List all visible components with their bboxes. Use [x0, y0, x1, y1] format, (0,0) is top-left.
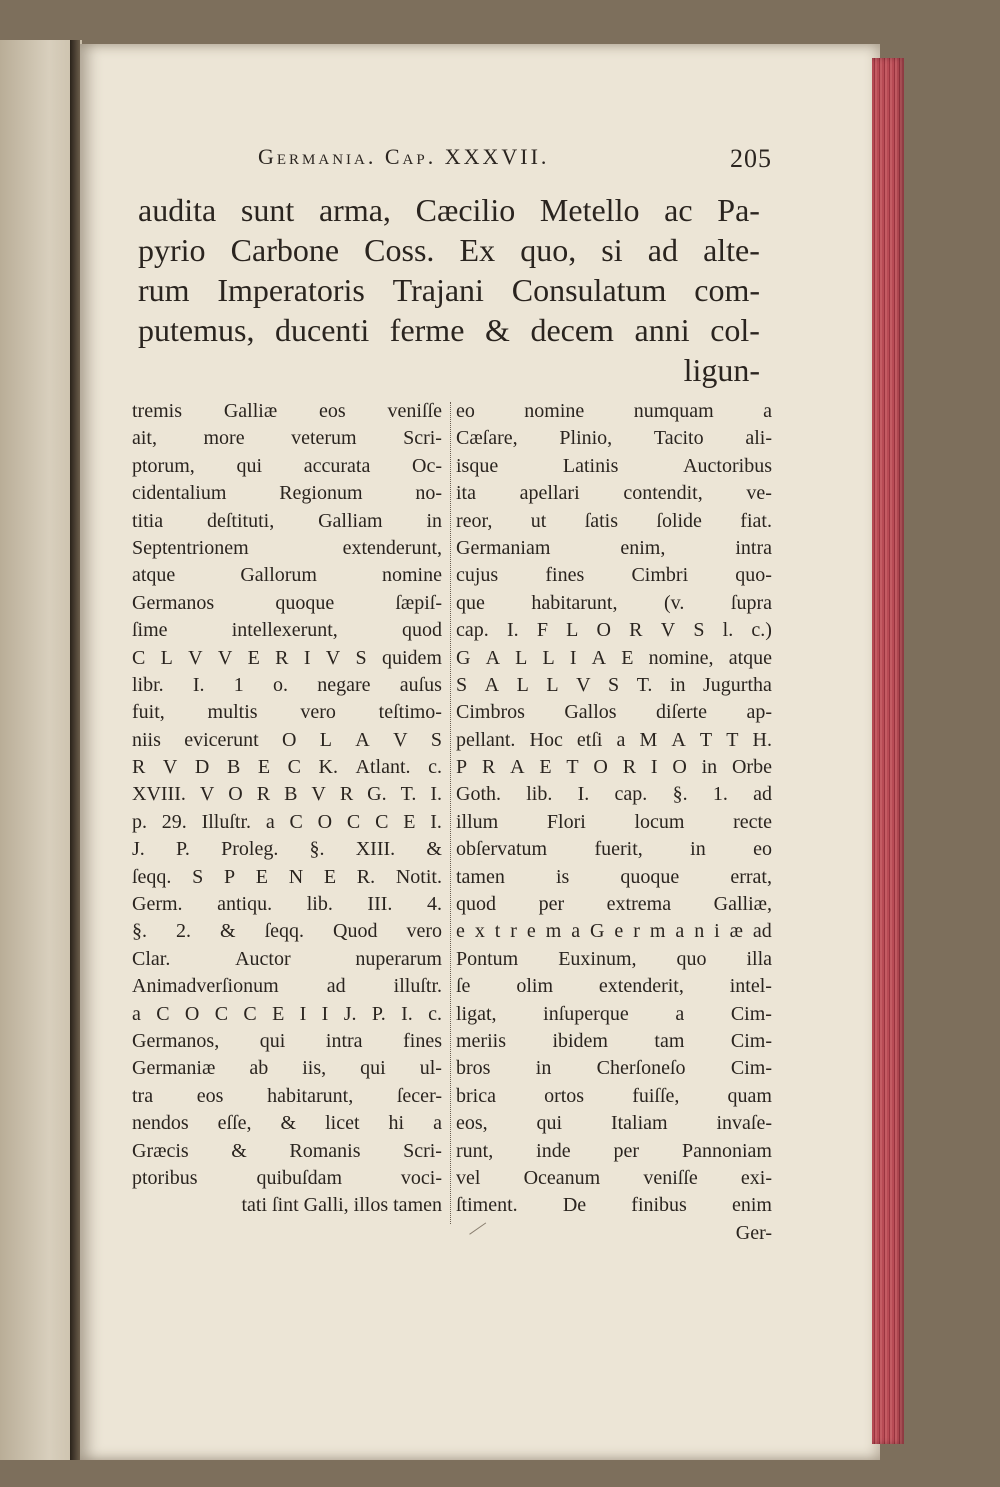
footnote-right-line: Ger- — [735, 1221, 772, 1244]
footnote-right-line: Cimbros Gallos diſerte ap- — [456, 701, 772, 724]
footnote-right-line: pellant. Hoc etſi a M A T T H. — [456, 728, 772, 751]
footnote-right-line: illum Flori locum recte — [456, 810, 772, 833]
footnote-right-line: Cæſare, Plinio, Tacito ali- — [456, 427, 772, 450]
footnote-right-line: ita apellari contendit, ve- — [456, 482, 772, 505]
footnote-right-line: tamen is quoque errat, — [456, 865, 772, 888]
footnote-left-line: ptoribus quibuſdam voci- — [132, 1166, 442, 1189]
footnote-right-line: cap. I. F L O R V S l. c.) — [456, 619, 772, 642]
footnote-right-line: que habitarunt, (v. ſupra — [456, 591, 772, 614]
footnote-left-line: Germanos quoque ſæpiſ- — [132, 591, 442, 614]
footnote-right-line: obſervatum fuerit, in eo — [456, 838, 772, 861]
main-text-line: ligun- — [683, 352, 760, 388]
footnote-left-line: ptorum, qui accurata Oc- — [132, 454, 442, 477]
red-page-edges — [872, 58, 904, 1444]
book-gutter — [70, 40, 80, 1460]
footnote-right-line: cujus fines Cimbri quo- — [456, 564, 772, 587]
footnote-right-line: reor, ut ſatis ſolide fiat. — [456, 509, 772, 532]
footnote-left-line: tra eos habitarunt, ſecer- — [132, 1084, 442, 1107]
main-text-line: audita sunt arma, Cæcilio Metello ac Pa- — [138, 192, 760, 228]
footnote-left-line: ſeqq. S P E N E R. Notit. — [132, 865, 442, 888]
footnote-left-line: Græcis & Romanis Scri- — [132, 1139, 442, 1162]
footnote-right-line: ſtiment. De finibus enim — [456, 1194, 772, 1217]
footnote-left-line: nendos eſſe, & licet hi a — [132, 1112, 442, 1135]
page-number: 205 — [730, 144, 772, 173]
footnote-right-line: runt, inde per Pannoniam — [456, 1139, 772, 1162]
footnote-right-line: Pontum Euxinum, quo illa — [456, 947, 772, 970]
footnote-right-line: quod per extrema Galliæ, — [456, 893, 772, 916]
column-separator — [450, 402, 452, 1224]
running-head-title: Germania. Cap. XXXVII. — [258, 144, 550, 169]
footnote-left-line: tremis Galliæ eos veniſſe — [132, 400, 442, 422]
footnote-right-line: ligat, inſuperque a Cim- — [456, 1002, 772, 1025]
footnote-left-line: a C O C C E I I J. P. I. c. — [132, 1002, 442, 1025]
footnote-right-line: S A L L V S T. in Jugurtha — [456, 673, 772, 696]
footnote-left-line: libr. I. 1 o. negare auſus — [132, 673, 442, 696]
footnote-right-line: isque Latinis Auctoribus — [456, 454, 772, 477]
footnote-right-line: Goth. lib. I. cap. §. 1. ad — [456, 783, 772, 806]
footnote-left-line: Germanos, qui intra fines — [132, 1029, 442, 1052]
footnote-left-line: fuit, multis vero teſtimo- — [132, 701, 442, 724]
footnote-left-line: Septentrionem extenderunt, — [132, 536, 442, 559]
footnote-left-line: Clar. Auctor nuperarum — [132, 947, 442, 970]
footnote-left-line: Germ. antiqu. lib. III. 4. — [132, 893, 442, 916]
main-text-line: rum Imperatoris Trajani Consulatum com- — [138, 272, 760, 308]
footnote-right-line: bros in Cherſoneſo Cim- — [456, 1057, 772, 1080]
footnote-right-line: vel Oceanum veniſſe exi- — [456, 1166, 772, 1189]
footnote-right-line: brica ortos fuiſſe, quam — [456, 1084, 772, 1107]
footnote-left-column — [132, 398, 442, 1220]
footnote-right-line: G A L L I A E nomine, atque — [456, 646, 772, 669]
footnote-left-line: atque Gallorum nomine — [132, 564, 442, 587]
footnote-right-line: e x t r e m a G e r m a n i æ ad — [456, 920, 772, 943]
footnote-left-line: titia deſtituti, Galliam in — [132, 509, 442, 532]
main-text-line: putemus, ducenti ferme & decem anni col- — [138, 312, 760, 348]
main-text-block — [138, 190, 760, 390]
footnote-left-line: ſime intellexerunt, quod — [132, 619, 442, 642]
footnote-left-line: p. 29. Illuſtr. a C O C C E I. — [132, 810, 442, 833]
footnote-right-line: Germaniam enim, intra — [456, 536, 772, 559]
footnote-right-line: eo nomine numquam a — [456, 400, 772, 422]
footnote-left-line: XVIII. V O R B V R G. T. I. — [132, 783, 442, 806]
footnote-right-column — [456, 398, 772, 1247]
footnote-left-line: ait, more veterum Scri- — [132, 427, 442, 450]
footnote-left-line: §. 2. & ſeqq. Quod vero — [132, 920, 442, 943]
footnote-left-line: R V D B E C K. Atlant. c. — [132, 756, 442, 779]
running-head — [258, 144, 772, 173]
footnote-left-line: C L V V E R I V S quidem — [132, 646, 442, 669]
main-text-line: pyrio Carbone Coss. Ex quo, si ad alte- — [138, 232, 760, 268]
footnote-left-line: Animadverſionum ad illuſtr. — [132, 975, 442, 998]
footnote-right-line: ſe olim extenderit, intel- — [456, 975, 772, 998]
footnote-left-line: niis evicerunt O L A V S — [132, 728, 442, 751]
footnote-left-line: tati ſint Galli, illos tamen — [241, 1194, 442, 1217]
footnote-left-line: cidentalium Regionum no- — [132, 482, 442, 505]
footnote-right-line: P R A E T O R I O in Orbe — [456, 756, 772, 779]
footnote-right-line: meriis ibidem tam Cim- — [456, 1029, 772, 1052]
footnote-left-line: J. P. Proleg. §. XIII. & — [132, 838, 442, 861]
footnote-left-line: Germaniæ ab iis, qui ul- — [132, 1057, 442, 1080]
footnote-right-line: eos, qui Italiam invaſe- — [456, 1112, 772, 1135]
